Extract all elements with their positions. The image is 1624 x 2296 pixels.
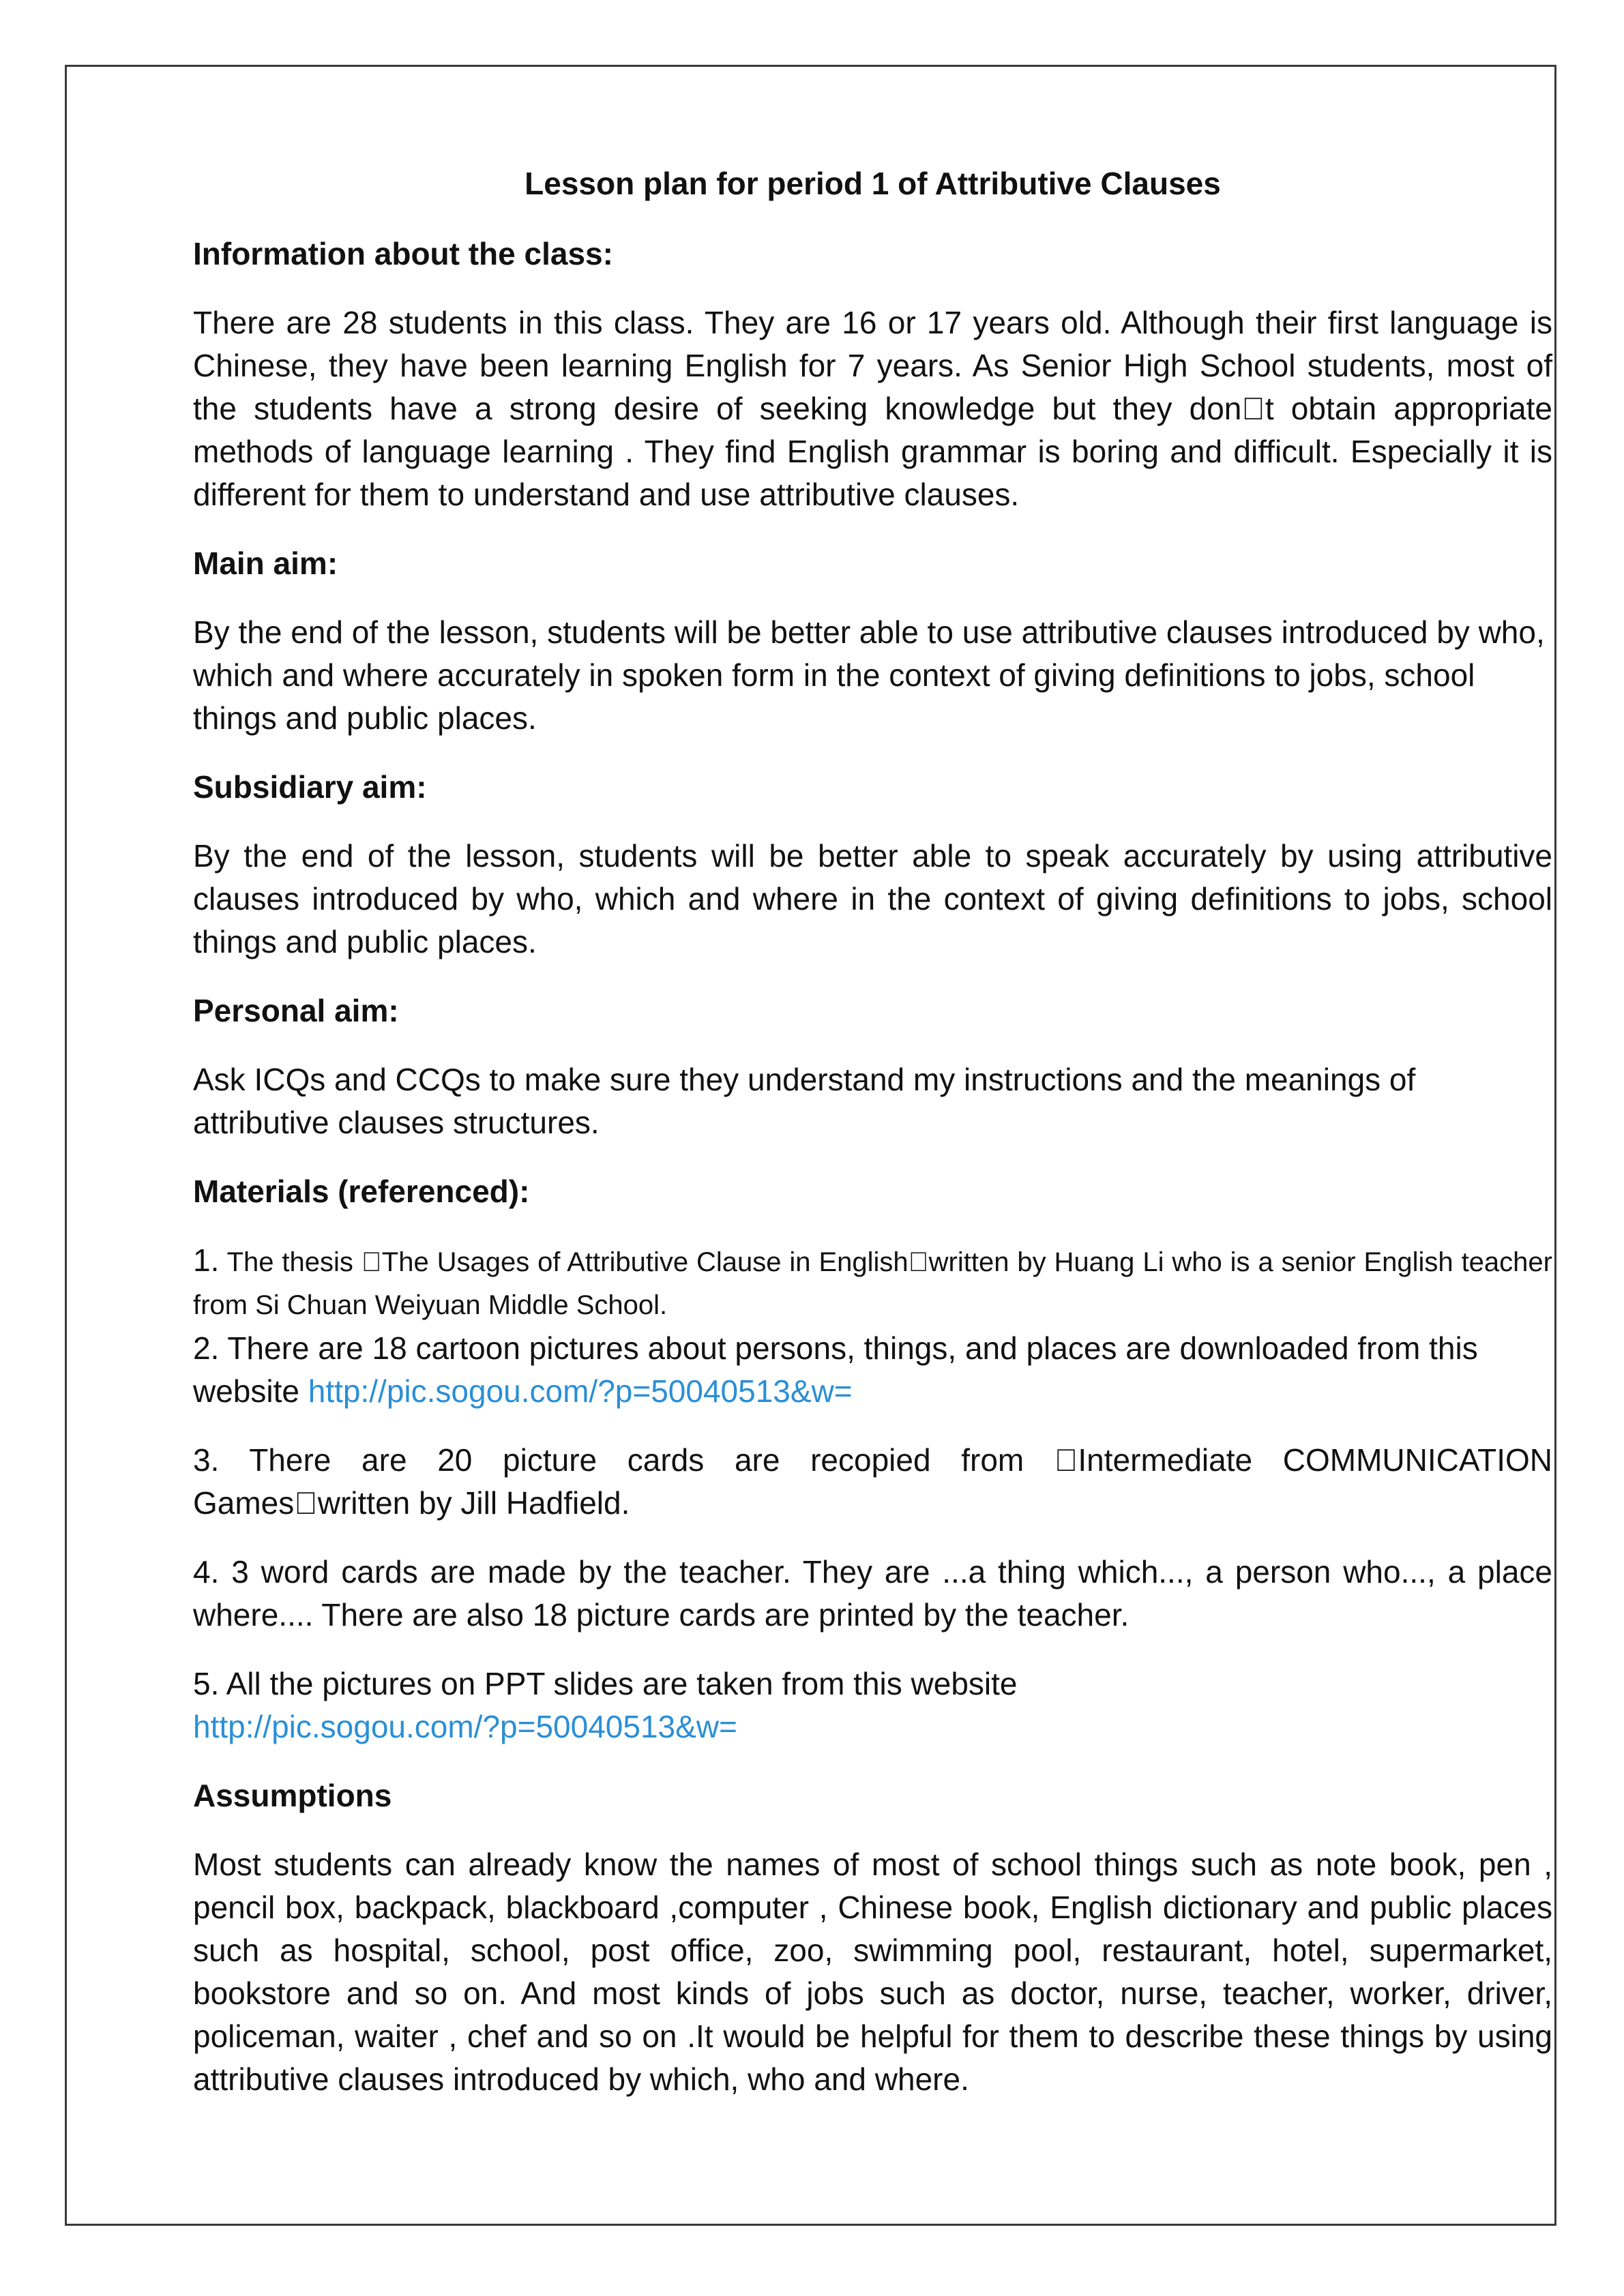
info-heading: Information about the class: (193, 236, 613, 271)
materials-item-1 (193, 1239, 1552, 1327)
materials-item-2-link[interactable]: http://pic.sogou.com/?p=50040513&w= (308, 1373, 853, 1409)
materials-item-5 (193, 1663, 1552, 1748)
page-title: Lesson plan for period 1 of Attributive Clauses (525, 166, 1221, 201)
personal-aim-heading: Personal aim: (193, 993, 399, 1028)
personal-aim-paragraph: Ask ICQs and CCQs to make sure they understand my instructions and the meanings of attributive clauses structures. (193, 1062, 1416, 1140)
materials-item-1-number: 1. (193, 1242, 220, 1278)
materials-item-2 (193, 1327, 1552, 1413)
materials-heading: Materials (referenced): (193, 1174, 530, 1209)
subsidiary-aim-paragraph: By the end of the lesson, students will be better able to speak accurately by using attributive clauses introduced by who, which and where in the context of giving definitions to jobs, school things and public places. (193, 838, 1552, 959)
materials-item-3: 3. There are 20 picture cards are recopied from  Intermediate COMMUNICATION Games written by Jill Hadfield. (193, 1442, 1552, 1521)
assumptions-paragraph: Most students can already know the names of most of school things such as note book, pen , pencil box, backpack, blackboard ,computer , Chinese book, English dictionary and public places such as hospital, school, post office, zoo, swimming pool, restaurant, hotel, supermarket, bookstore and so on. And most kinds of jobs such as doctor, nurse, teacher, worker, driver, policeman, waiter , chef and so on .It would be helpful for them to describe these things by using attributive clauses introduced by which, who and where. (193, 1847, 1552, 2097)
main-aim-paragraph: By the end of the lesson, students will be better able to use attributive clauses introduced by who, which and where accurately in spoken form in the context of giving definitions to jobs, school things and public places. (193, 614, 1545, 736)
info-paragraph: There are 28 students in this class. They are 16 or 17 years old. Although their first language is Chinese, they have been learning English for 7 years. As Senior High School students, most of the students have a strong desire of seeking knowledge but they don t obtain appropriate methods of language learning . They find English grammar is boring and difficult. Especially it is different for them to understand and use attributive clauses. (193, 305, 1552, 512)
materials-item-5-link[interactable]: http://pic.sogou.com/?p=50040513&w= (193, 1709, 737, 1744)
main-aim-heading: Main aim: (193, 546, 338, 581)
materials-item-2-text: 2. There are 18 cartoon pictures about persons, things, and places are downloaded from this website (193, 1330, 1478, 1409)
document-body (193, 162, 1552, 2101)
materials-item-4: 4. 3 word cards are made by the teacher. They are ...a thing which..., a person who..., a place where.... There are also 18 picture cards are printed by the teacher. (193, 1554, 1552, 1632)
subsidiary-aim-heading: Subsidiary aim: (193, 769, 427, 805)
materials-item-1-text: The thesis  The Usages of Attributive Clause in English written by Huang Li who is a senior English teacher from Si Chuan Weiyuan Middle School. (193, 1247, 1552, 1320)
materials-item-5-text: 5. All the pictures on PPT slides are taken from this website (193, 1666, 1018, 1701)
assumptions-heading: Assumptions (193, 1778, 392, 1813)
